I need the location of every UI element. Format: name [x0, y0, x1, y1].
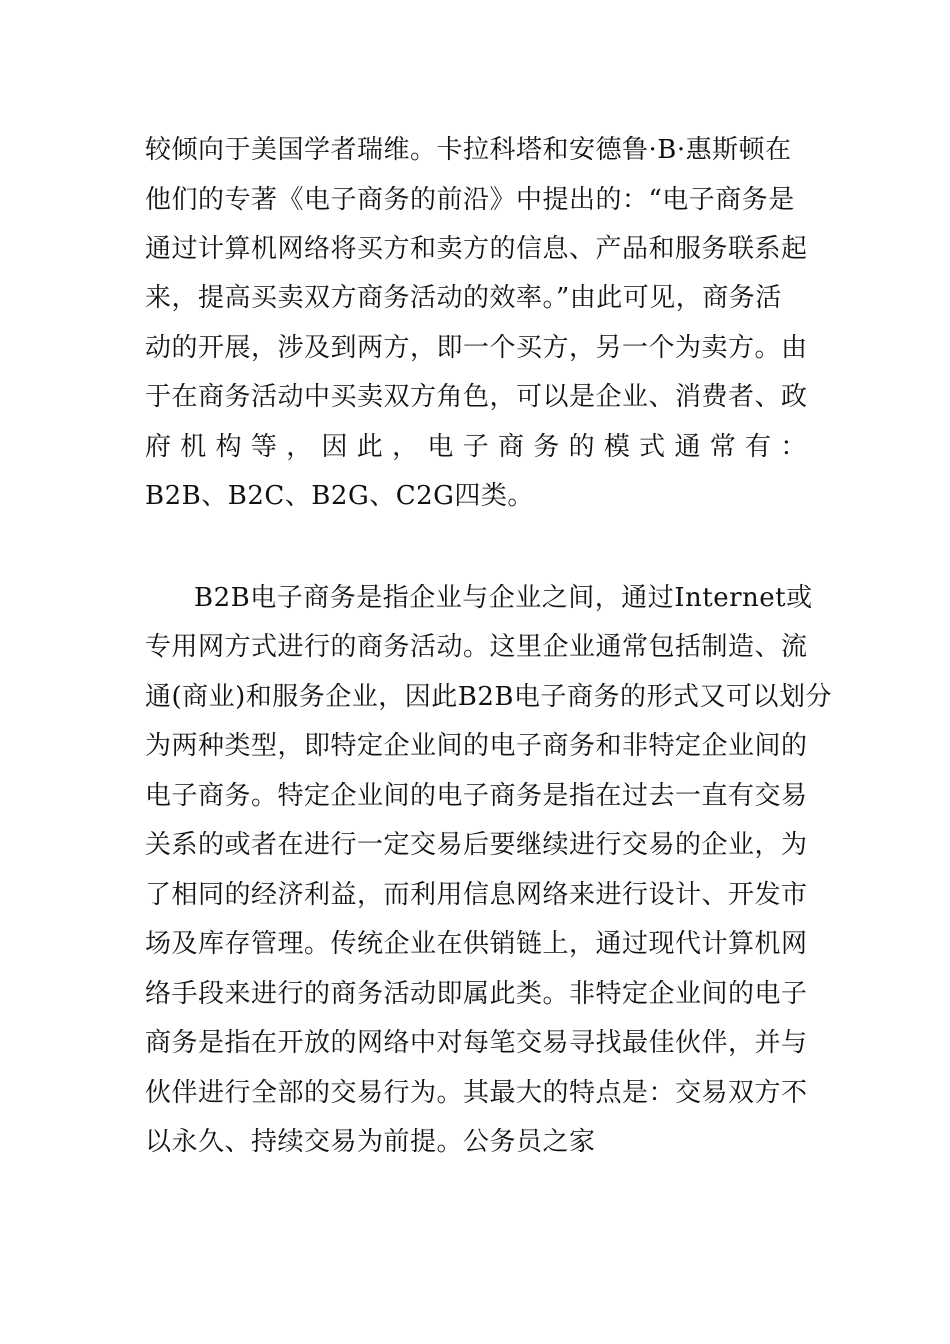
- paragraph-line: 较倾向于美国学者瑞维。卡拉科塔和安德鲁·B·惠斯顿在: [145, 135, 792, 165]
- justified-char: 构: [215, 432, 243, 462]
- paragraph-line: 商务是指在开放的网络中对每笔交易寻找最佳伙伴，并与: [145, 1028, 808, 1058]
- paragraph-line: 伙伴进行全部的交易行为。其最大的特点是：交易双方不: [145, 1078, 808, 1108]
- paragraph-line: 络手段来进行的商务活动即属此类。非特定企业间的电子: [145, 979, 808, 1009]
- justified-char: 式: [639, 432, 666, 462]
- justified-char: 因: [321, 432, 348, 462]
- paragraph-line: 场及库存管理。传统企业在供销链上，通过现代计算机网: [145, 929, 808, 959]
- justified-char: 商: [497, 432, 525, 462]
- paragraph-line-justified: [145, 427, 807, 467]
- justified-char: 通: [674, 432, 701, 462]
- justified-char: 的: [568, 432, 596, 462]
- paragraph-line: 为两种类型，即特定企业间的电子商务和非特定企业间的: [145, 731, 808, 761]
- paragraph-line: 来，提高买卖双方商务活动的效率。”由此可见，商务活: [145, 283, 782, 313]
- justified-char: 务: [533, 432, 560, 462]
- paragraph-line: 电子商务。特定企业间的电子商务是指在过去一直有交易: [145, 781, 808, 811]
- paragraph-line-indented: B2B电子商务是指企业与企业之间，通过Internet或: [194, 583, 813, 613]
- paragraph-line: B2B、B2C、B2G、C2G四类。: [145, 481, 534, 511]
- justified-char: ，: [286, 432, 313, 462]
- paragraph-line: 通(商业)和服务企业，因此B2B电子商务的形式又可以划分: [145, 682, 833, 712]
- justified-char: 模: [603, 432, 631, 462]
- justified-char: 等: [250, 432, 278, 462]
- paragraph-line: 于在商务活动中买卖双方角色，可以是企业、消费者、政: [145, 382, 808, 412]
- justified-char: 府: [145, 432, 172, 462]
- justified-char: 子: [462, 432, 490, 462]
- justified-char: 常: [709, 432, 737, 462]
- paragraph-line: 关系的或者在进行一定交易后要继续进行交易的企业，为: [145, 830, 808, 860]
- paragraph-line: 动的开展，涉及到两方，即一个买方，另一个为卖方。由: [145, 333, 808, 363]
- justified-char: 有: [745, 432, 772, 462]
- justified-char: ，: [392, 432, 419, 462]
- paragraph-line: 专用网方式进行的商务活动。这里企业通常包括制造、流: [145, 632, 808, 662]
- paragraph-line: 他们的专著《电子商务的前沿》中提出的：“电子商务是: [145, 185, 795, 215]
- justified-char: 电: [427, 432, 454, 462]
- paragraph-line: 了相同的经济利益，而利用信息网络来进行设计、开发市: [145, 880, 808, 910]
- justified-char: 此: [356, 432, 384, 462]
- paragraph-line: 通过计算机网络将买方和卖方的信息、产品和服务联系起: [145, 234, 808, 264]
- justified-char: 机: [180, 432, 207, 462]
- paragraph-line: 以永久、持续交易为前提。公务员之家: [145, 1127, 596, 1157]
- justified-char: ：: [780, 432, 807, 462]
